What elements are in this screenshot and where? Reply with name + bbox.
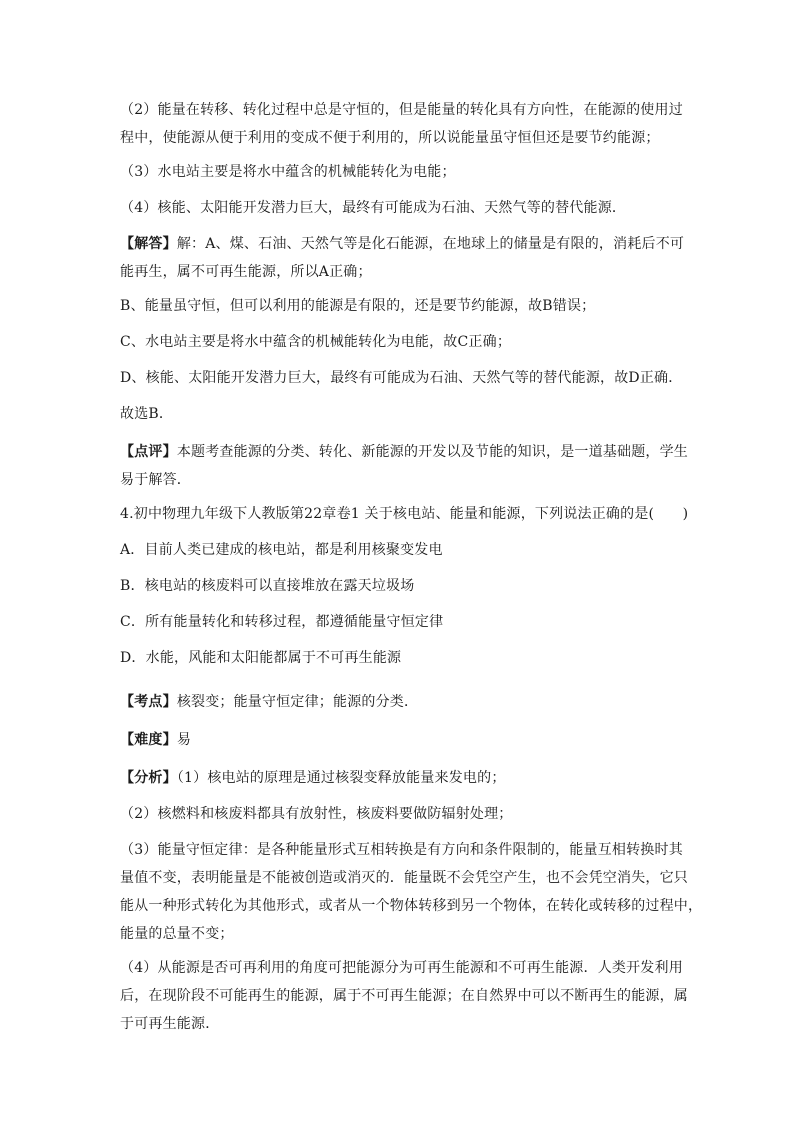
text-line: D．水能，风能和太阳能都属于不可再生能源 [120, 650, 402, 666]
text-line: B．核电站的核废料可以直接堆放在露天垃圾场 [120, 578, 415, 594]
text-line [120, 726, 678, 754]
fenxi-p1: （1）核电站的原理是通过核裂变释放能量来发电的； [176, 770, 506, 786]
text-line: 能再生，属不可再生能源，所以A正确； [120, 264, 372, 280]
text-line: （4）从能源是否可再利用的角度可把能源分为可再生能源和不可再生能源．人类开发利用 [120, 960, 683, 976]
text-line: B、能量虽守恒，但可以利用的能源是有限的，还是要节约能源，故B错误； [120, 298, 596, 314]
text-line: 后，在现阶段不可能再生的能源，属于不可再生能源；在自然界中可以不断再生的能源，属 [120, 988, 688, 1004]
answer-b [120, 292, 678, 320]
text-line: （4）核能、太阳能开发潜力巨大，最终有可能成为石油、天然气等的替代能源． [120, 200, 627, 216]
text-line: D、核能、太阳能开发潜力巨大，最终有可能成为石油、天然气等的替代能源，故D正确． [120, 370, 683, 386]
text-line: C、水电站主要是将水中蕴含的机械能转化为电能，故C正确； [120, 334, 512, 350]
answer-tag: 【解答】 [120, 236, 177, 252]
text-line: 故选B． [120, 406, 174, 422]
text-line: （2）能量在转移、转化过程中总是守恒的，但是能量的转化具有方向性，在能源的使用过 [120, 102, 683, 118]
text-line: （3）能量守恒定律：是各种能量形式互相转换是有方向和条件限制的，能量互相转换时其 [120, 842, 683, 858]
analysis-point-2 [120, 96, 683, 152]
text-line: A．目前人类已建成的核电站，都是利用核聚变发电 [120, 542, 443, 558]
comment-tag: 【点评】 [120, 444, 177, 460]
fenxi-section [120, 764, 678, 792]
kaodian-text: 核裂变；能量守恒定律；能源的分类． [176, 694, 419, 710]
nandu-text: 易 [176, 732, 192, 748]
nandu-section [120, 726, 678, 754]
text-line [120, 438, 689, 466]
kaodian-section [120, 688, 678, 716]
text-line: 4.初中物理九年级下人教版第22章卷1 关于核电站、能量和能源，下列说法正确的是( ) [120, 506, 689, 522]
option-b [120, 572, 678, 600]
comment-section [120, 438, 689, 494]
question-stem [120, 500, 689, 528]
fenxi-tag: 【分析】 [120, 770, 177, 786]
text-line: （3）水电站主要是将水中蕴含的机械能转化为电能； [120, 164, 456, 180]
answer-section [120, 230, 685, 286]
text-line [120, 688, 678, 716]
answer-d [120, 364, 683, 392]
comment-text: 本题考查能源的分类、转化、新能源的开发以及节能的知识，是一道基础题，学生 [176, 444, 689, 460]
nandu-tag: 【难度】 [120, 732, 177, 748]
answer-text: 解：A、煤、石油、天然气等是化石能源，在地球上的储量是有限的，消耗后不可 [176, 236, 685, 252]
analysis-point-3 [120, 158, 678, 186]
text-line: 能从一种形式转化为其他形式，或者从一个物体转移到另一个物体，在转化或转移的过程中， [120, 898, 703, 914]
text-line [120, 230, 685, 258]
text-line: 量值不变，表明能量是不能被创造或消灭的．能量既不会凭空产生，也不会凭空消失，它只 [120, 870, 688, 886]
kaodian-tag: 【考点】 [120, 694, 177, 710]
fenxi-point-4 [120, 954, 688, 1038]
fenxi-point-2 [120, 800, 678, 828]
text-line: 于可再生能源． [120, 1016, 220, 1032]
text-line [120, 764, 678, 792]
text-line: C．所有能量转化和转移过程，都遵循能量守恒定律 [120, 614, 444, 630]
answer-c [120, 328, 678, 356]
option-d [120, 644, 678, 672]
text-line: 能量的总量不变； [120, 926, 234, 942]
text-line: 程中，使能源从便于利用的变成不便于利用的，所以说能量虽守恒但还是要节约能源； [120, 130, 660, 146]
text-line: 易于解答． [120, 472, 191, 488]
option-a [120, 536, 678, 564]
option-c [120, 608, 678, 636]
text-line: （2）核燃料和核废料都具有放射性，核废料要做防辐射处理； [120, 806, 513, 822]
fenxi-point-3 [120, 836, 703, 948]
answer-choice [120, 400, 678, 428]
analysis-point-4 [120, 194, 678, 222]
